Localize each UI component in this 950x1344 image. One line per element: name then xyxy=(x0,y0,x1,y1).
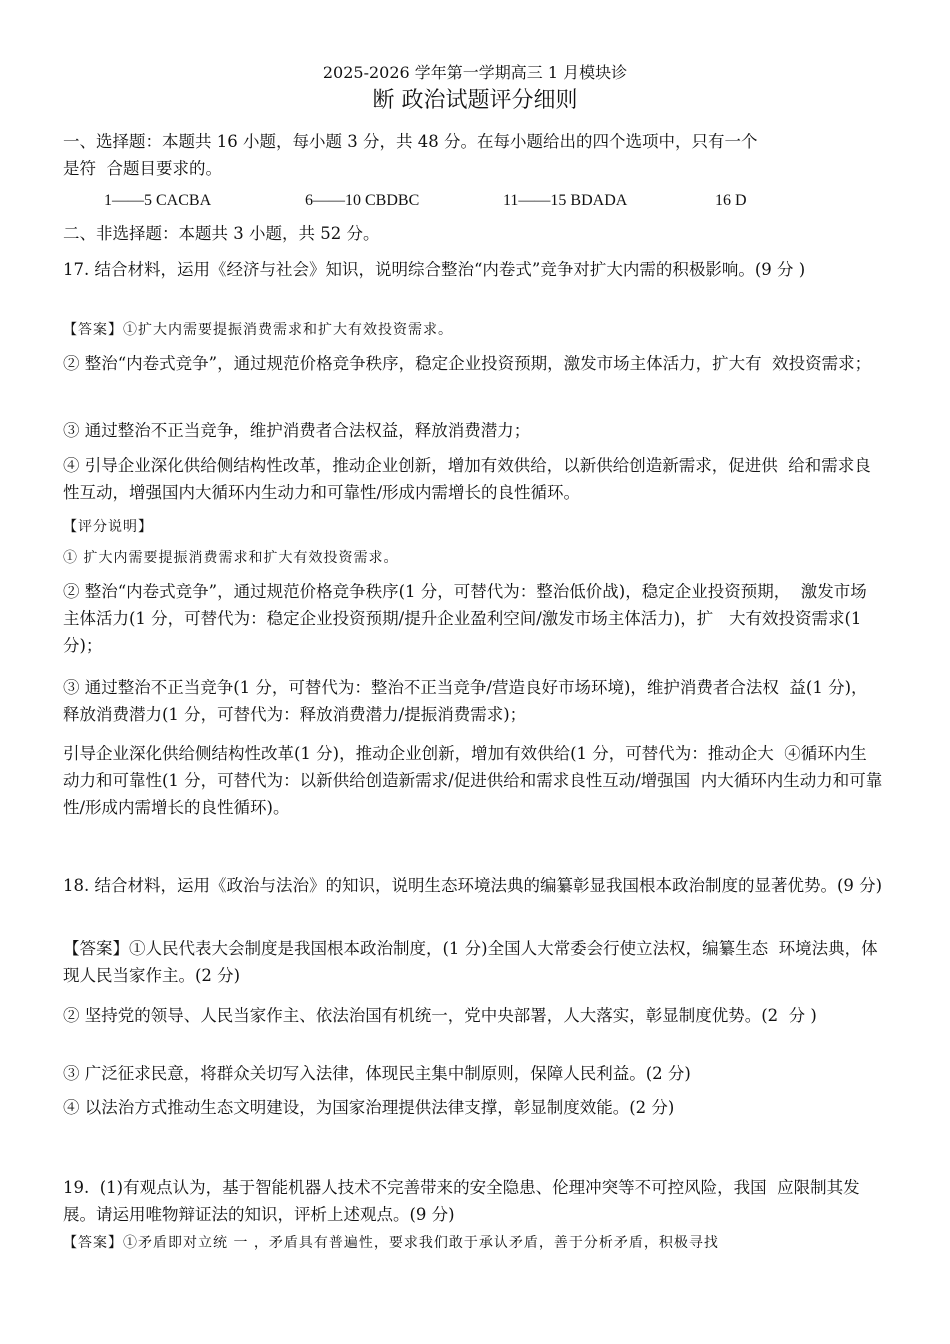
q17-scoring-3: ③ 通过整治不正当竞争(1 分，可替代为：整治不正当竞争/营造良好市场环境)，维护消费者合法权 益(1 分)，释放消费潜力(1 分，可替代为：释放消费潜力/提振消费需求)； xyxy=(63,678,868,724)
q17-scoring-title: 【评分说明】 xyxy=(63,519,153,535)
q19-answer-1: 【答案】①矛盾即对立统 一 ，矛盾具有普遍性，要求我们敢于承认矛盾，善于分析矛盾，积极寻找 xyxy=(63,1235,719,1251)
q17-answer-3: ③ 通过整治不正当竞争，维护消费者合法权益，释放消费潜力； xyxy=(63,421,531,440)
q18-question: 18. 结合材料，运用《政治与法治》的知识，说明生态环境法典的编纂彰显我国根本政治制度的显著优势。(9 分) xyxy=(63,876,883,895)
q18-answer-3: ③ 广泛征求民意，将群众关切写入法律，体现民主集中制原则，保障人民利益。(2 分) xyxy=(63,1064,691,1083)
answers-16: 16 D xyxy=(715,192,747,209)
section2-intro: 二、非选择题：本题共 3 小题，共 52 分。 xyxy=(63,224,380,243)
title-line-1: 2025-2026 学年第一学期高三 1 月模块诊 xyxy=(322,63,628,82)
answers-11-15: 11——15 BDADA xyxy=(503,192,628,209)
answers-6-10: 6——10 CBDBC xyxy=(305,192,420,209)
q17-scoring-4: 引导企业深化供给侧结构性改革(1 分)，推动企业创新，增加有效供给(1 分，可替代为：推动企大 ④循环内生动力和可靠性(1 分，可替代为：以新供给创造新需求/促进供给和需求良性互动/增强国 内大循环内生动力和可靠性/形成内需增长的良性循环)。 xyxy=(63,744,883,817)
answers-1-5: 1——5 CACBA xyxy=(104,192,212,209)
q18-answer-4: ④ 以法治方式推动生态文明建设，为国家治理提供法律支撑，彰显制度效能。(2 分) xyxy=(63,1098,675,1117)
q17-scoring-1: ① 扩大内需要提振消费需求和扩大有效投资需求。 xyxy=(63,550,399,566)
q17-scoring-2: ② 整治“内卷式竞争”，通过规范价格竞争秩序(1 分，可替代为：整治低价战)，稳定企业投资预期， 激发市场主体活力(1 分，可替代为：稳定企业投资预期/提升企业盈利空间/激发市场主体活力)，扩 大有效投资需求(1 分)； xyxy=(63,582,867,655)
q19-question: 19. (1)有观点认为，基于智能机器人技术不完善带来的安全隐患、伦理冲突等不可控风险，我国 应限制其发展。请运用唯物辩证法的知识，评析上述观点。(9 分) xyxy=(63,1178,860,1224)
q18-answer-2: ② 坚持党的领导、人民当家作主、依法治国有机统一，党中央部署，人大落实，彰显制度优势。(2 分 ) xyxy=(63,1006,817,1025)
section1-intro-line1: 一、选择题：本题共 16 小题，每小题 3 分，共 48 分。在每小题给出的四个选项中，只有一个 xyxy=(63,132,758,151)
q17-answer-2: ② 整治“内卷式竞争”，通过规范价格竞争秩序，稳定企业投资预期，激发市场主体活力，扩大有 效投资需求； xyxy=(63,354,872,373)
title-line-2: 断 政治试题评分细则 xyxy=(372,88,578,113)
q18-answer-1: 【答案】①人民代表大会制度是我国根本政治制度，(1 分)全国人大常委会行使立法权，编纂生态 环境法典，体现人民当家作主。(2 分) xyxy=(63,939,878,985)
q17-answer-4: ④ 引导企业深化供给侧结构性改革，推动企业创新，增加有效供给，以新供给创造新需求，促进供 给和需求良性互动，增强国内大循环内生动力和可靠性/形成内需增长的良性循环。 xyxy=(63,456,871,502)
q17-question: 17. 结合材料，运用《经济与社会》知识，说明综合整治“内卷式”竞争对扩大内需的积极影响。(9 分 ) xyxy=(63,260,806,279)
section1-intro-line2: 是符 合题目要求的。 xyxy=(63,159,222,178)
q17-answer-1: 【答案】①扩大内需要提振消费需求和扩大有效投资需求。 xyxy=(63,322,453,338)
